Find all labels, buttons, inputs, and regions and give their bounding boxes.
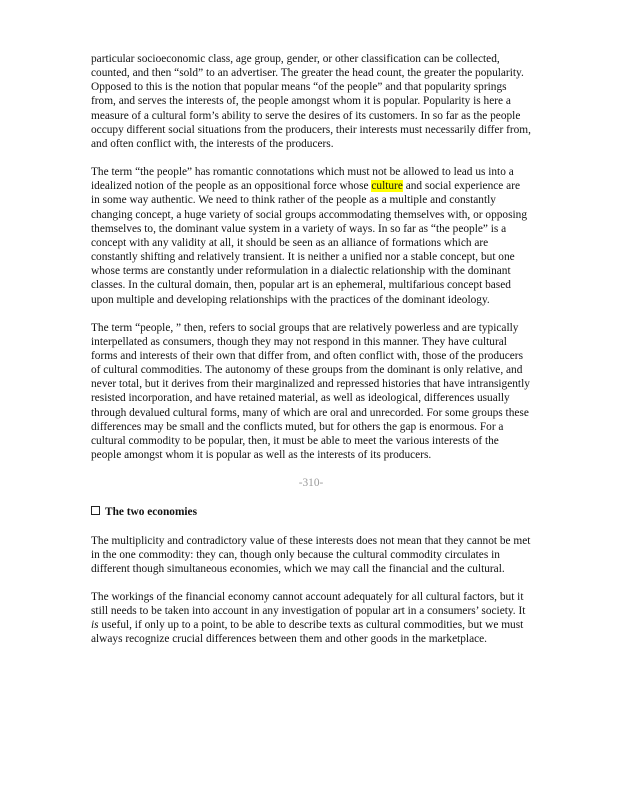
italic-emphasis: is [91, 619, 99, 632]
paragraph-text: useful, if only up to a point, to be able to describe texts as cultural commodities, but we must always recognize crucial differences between them and other goods in the marketplace. [91, 619, 524, 646]
paragraph-text: and social experience are in some way authentic. We need to think rather of the people as a multiple and constantly changing concept, a huge variety of social groups accommodating themselves with, or opposing themselves to, the dominant value system in a variety of ways. In so far as “the people” is a concept with any validity at all, it should be seen as an alliance of formations which are constantly shifting and relatively transient. It is neither a unified nor a stable concept, but one whose terms are constantly under reformulation in a dialectic relationship with the dominant classes. In the cultural domain, then, popular art is an ephemeral, multifarious concept based upon multiple and developing relationships with the practices of the dominant ideology. [91, 180, 527, 306]
checkbox-bullet-icon [91, 506, 100, 515]
document-page [91, 52, 531, 661]
section-heading-text: The two economies [105, 506, 197, 519]
paragraph-popularity-definition: particular socioeconomic class, age group, gender, or other classification can be collected, counted, and then “sold” to an advertiser. The greater the head count, the greater the popularity. Opposed to this is the notion that popular means “of the people” and that popularity springs from, and serves the interests of, the people amongst whom it is popular. Popularity is here a measure of a cultural form’s ability to serve the desires of its customers. In so far as the people occupy different social situations from the producers, their interests must necessarily differ from, and often conflict with, the interests of the producers. [91, 53, 531, 150]
highlighted-word: culture [371, 180, 403, 193]
paragraph-text: The workings of the financial economy cannot account adequately for all cultural factors, but it still needs to be taken into account in any investigation of popular art in a consumers’ society. It [91, 591, 526, 618]
paragraph-the-people [91, 165, 531, 307]
paragraph-two-economies: The multiplicity and contradictory value of these interests does not mean that they cannot be met in the one commodity: they can, though only because the cultural commodity circulates in different though simultaneous economies, which we may call the financial and the cultural. [91, 534, 531, 575]
paragraph-financial-economy [91, 590, 531, 647]
paragraph-people-social-groups: The term “people, ” then, refers to social groups that are relatively powerless and are typically interpellated as consumers, though they may not respond in this manner. They have cultural forms and interests of their own that differ from, and often conflict with, those of the producers of cultural commodities. The autonomy of these groups from the dominant is only relative, and never total, but it derives from their marginalized and repressed histories that have intransigently resisted incorporation, and have retained material, as well as ideological, differences usually through devalued cultural forms, many of which are oral and unrecorded. For some groups these differences may be small and the conflicts muted, but for others the gap is enormous. For a cultural commodity to be popular, then, it must be able to meet the various interests of the people amongst whom it is popular as well as the interests of its producers. [91, 321, 530, 462]
page-number: -310- [298, 477, 324, 490]
paragraph-text: The term “the people” has romantic connotations which must not be allowed to lead us into a idealized notion of the people as an oppositional force whose [91, 166, 514, 193]
section-heading [91, 505, 531, 519]
